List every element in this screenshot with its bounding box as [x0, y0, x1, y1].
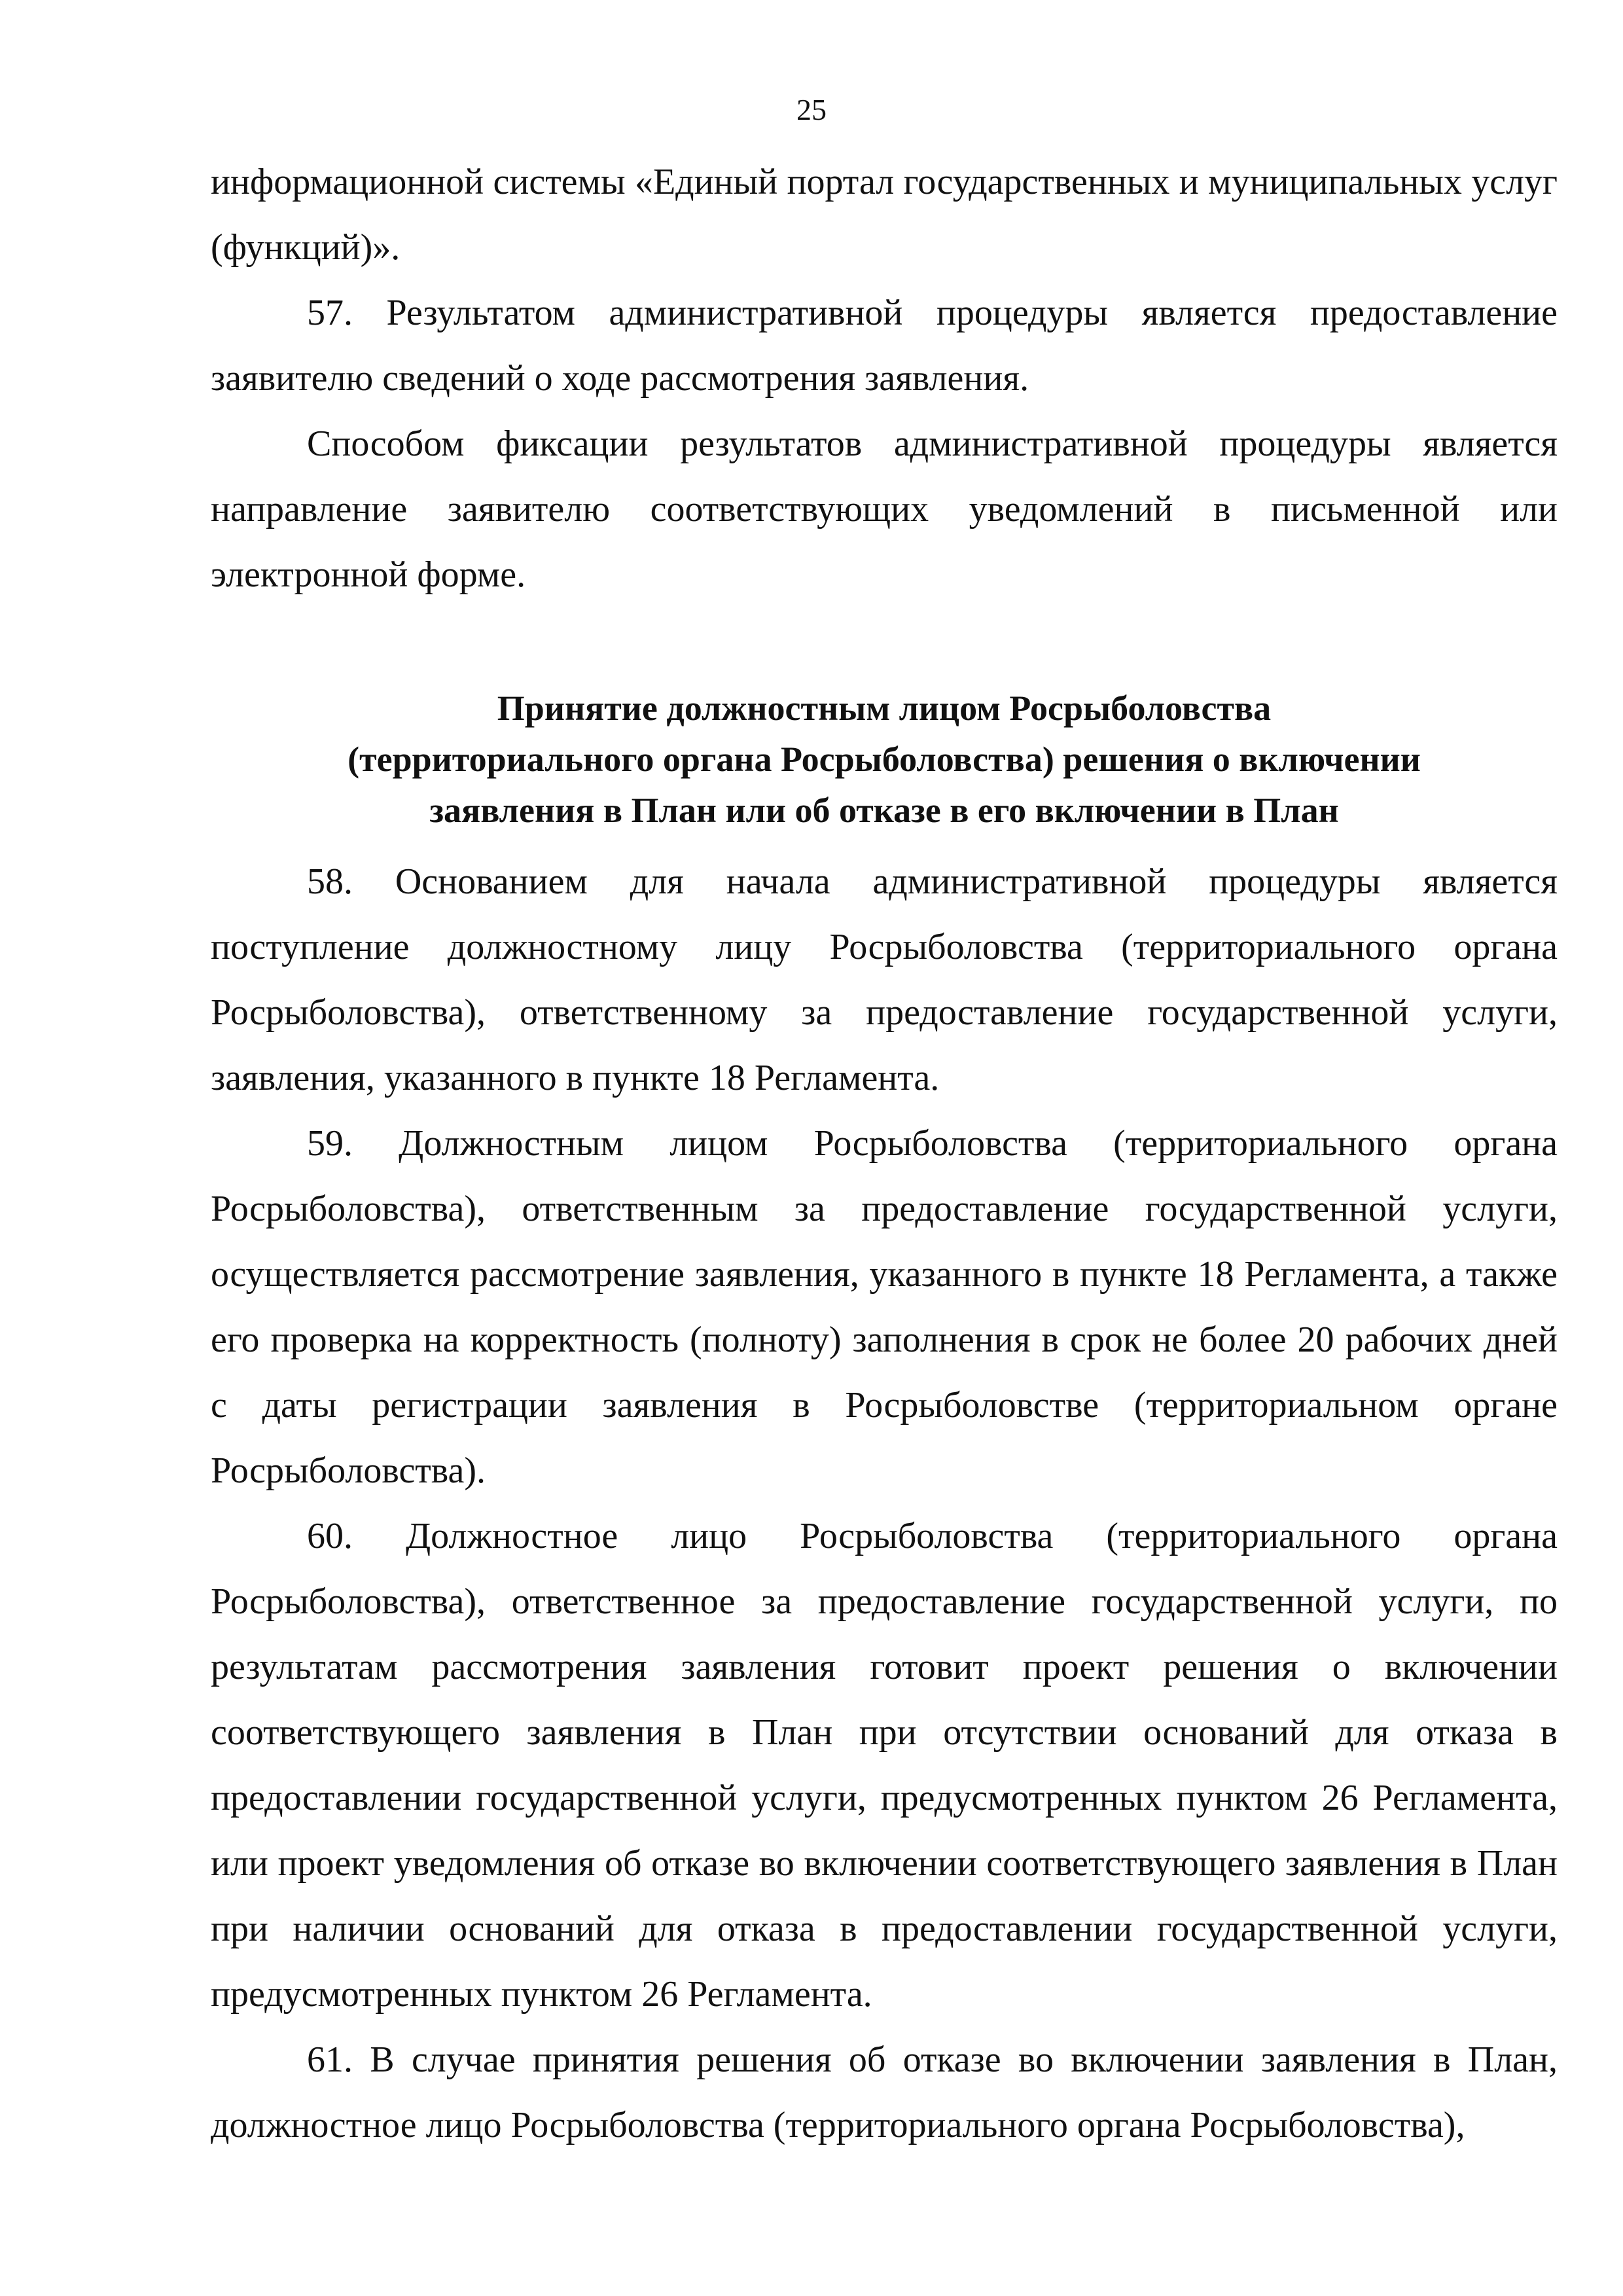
section-heading	[211, 683, 1558, 836]
paragraph-57: 57. Результатом административной процедуры является предоставление заявителю сведений о ходе рассмотрения заявления.	[211, 293, 1558, 399]
section-heading-line-1: Принятие должностным лицом Росрыболовства	[497, 689, 1272, 728]
paragraph-continuation: информационной системы «Единый портал государственных и муниципальных услуг (функций)».	[211, 162, 1558, 268]
paragraph-60: 60. Должностное лицо Росрыболовства (территориального органа Росрыболовства), ответственное за предоставление государственной услуги, по результатам рассмотрения заявления готовит проект решения о включении соответствующего заявления в План при отсутствии оснований для отказа в предоставлении государственной услуги, предусмотренных пунктом 26 Регламента, или проект уведомления об отказе во включении соответствующего заявления в План при наличии оснований для отказа в предоставлении государственной услуги, предусмотренных пунктом 26 Регламента.	[211, 1516, 1558, 2015]
paragraph-59: 59. Должностным лицом Росрыболовства (территориального органа Росрыболовства), ответственным за предоставление государственной услуги, осуществляется рассмотрение заявления, указанного в пункте 18 Регламента, а также его проверка на корректность (полноту) заполнения в срок не более 20 рабочих дней с даты регистрации заявления в Росрыболовстве (территориальном органе Росрыболовства).	[211, 1123, 1558, 1491]
section-heading-line-2: (территориального органа Росрыболовства) решения о включении	[348, 740, 1421, 779]
page-number: 25	[796, 93, 827, 126]
paragraph-61: 61. В случае принятия решения об отказе во включении заявления в План, должностное лицо Росрыболовства (территориального органа Росрыболовства),	[211, 2039, 1558, 2145]
paragraph-fixation-method: Способом фиксации результатов административной процедуры является направление заявителю соответствующих уведомлений в письменной или электронной форме.	[211, 423, 1558, 595]
section-heading-line-3: заявления в План или об отказе в его включении в План	[429, 791, 1339, 830]
paragraph-58: 58. Основанием для начала административной процедуры является поступление должностному лицу Росрыболовства (территориального органа Росрыболовства), ответственному за предоставление государственной услуги, заявления, указанного в пункте 18 Регламента.	[211, 861, 1558, 1098]
document-body	[211, 149, 1558, 2158]
